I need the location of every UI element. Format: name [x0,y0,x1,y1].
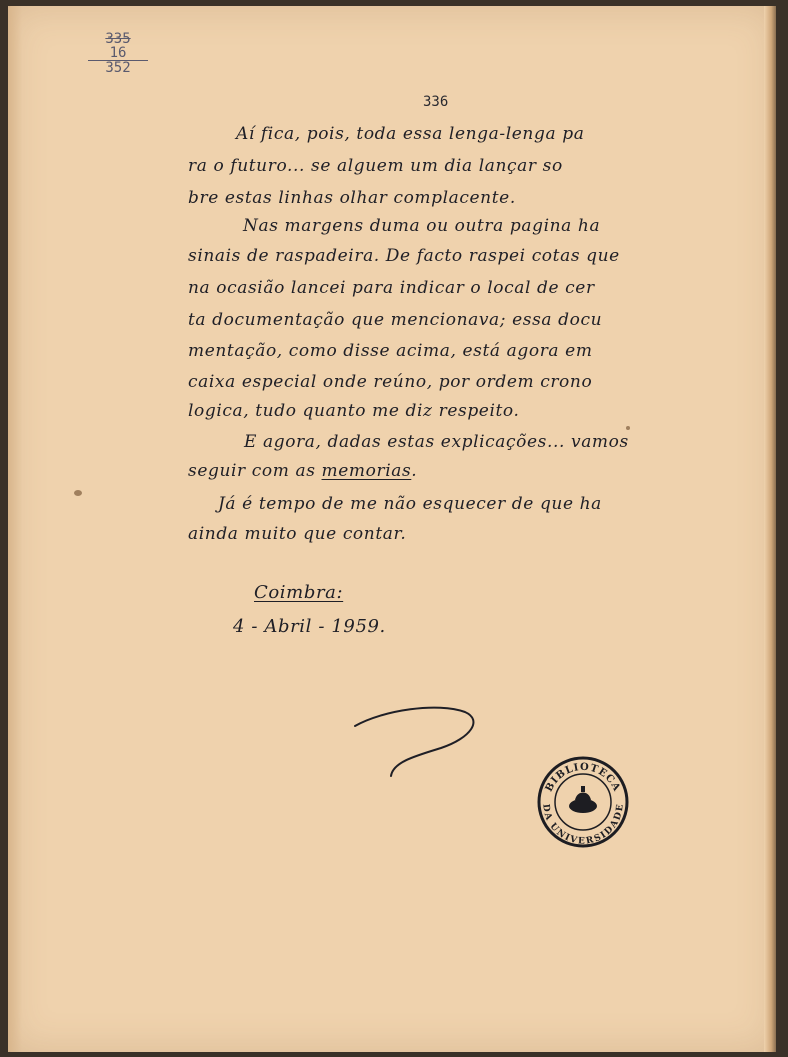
text-line: seguir com as memorias. [188,461,418,481]
signature-flourish [353,704,483,784]
date-line: 4 - Abril - 1959. [233,616,386,637]
text-line: ra o futuro... se alguem um dia lançar so [188,156,563,176]
text-line: Nas margens duma ou outra pagina ha [243,216,601,236]
text-line: ainda muito que contar. [188,524,407,544]
place-heading: Coimbra: [254,582,344,603]
underlined-word: memorias [321,461,412,481]
manuscript-page [8,6,776,1052]
page-number: 336 [423,94,449,110]
stamp-bottom-text: DA UNIVERSIDADE [540,803,626,847]
stamp-top-text: BIBLIOTECA [543,761,623,794]
text-line: mentação, como disse acima, está agora em [188,341,593,361]
text-line: sinais de raspadeira. De facto raspei cotas que [188,246,620,266]
text-line: Já é tempo de me não esquecer de que ha [218,494,602,514]
text-line-with-underline [188,461,417,481]
text-line: bre estas linhas olhar complacente. [188,188,516,208]
paper-stain [74,490,82,496]
archive-page-note [88,32,148,75]
text-line: caixa especial onde reúno, por ordem crono [188,372,593,392]
page-edge [764,6,776,1052]
paper-stain [626,426,630,430]
text-line: Aí fica, pois, toda essa lenga-lenga pa [236,124,585,144]
text-line: na ocasião lancei para indicar o local de cer [188,278,595,298]
text-line: logica, tudo quanto me diz respeito. [188,401,520,421]
text-line: ta documentação que mencionava; essa docu [188,310,603,330]
library-stamp [535,756,631,848]
text-line: E agora, dadas estas explicações... vamos [244,432,629,452]
archive-note-line-1: 335 [105,31,131,47]
archive-note-line-2: 16 [88,46,148,61]
archive-note-line-3: 352 [105,60,131,76]
